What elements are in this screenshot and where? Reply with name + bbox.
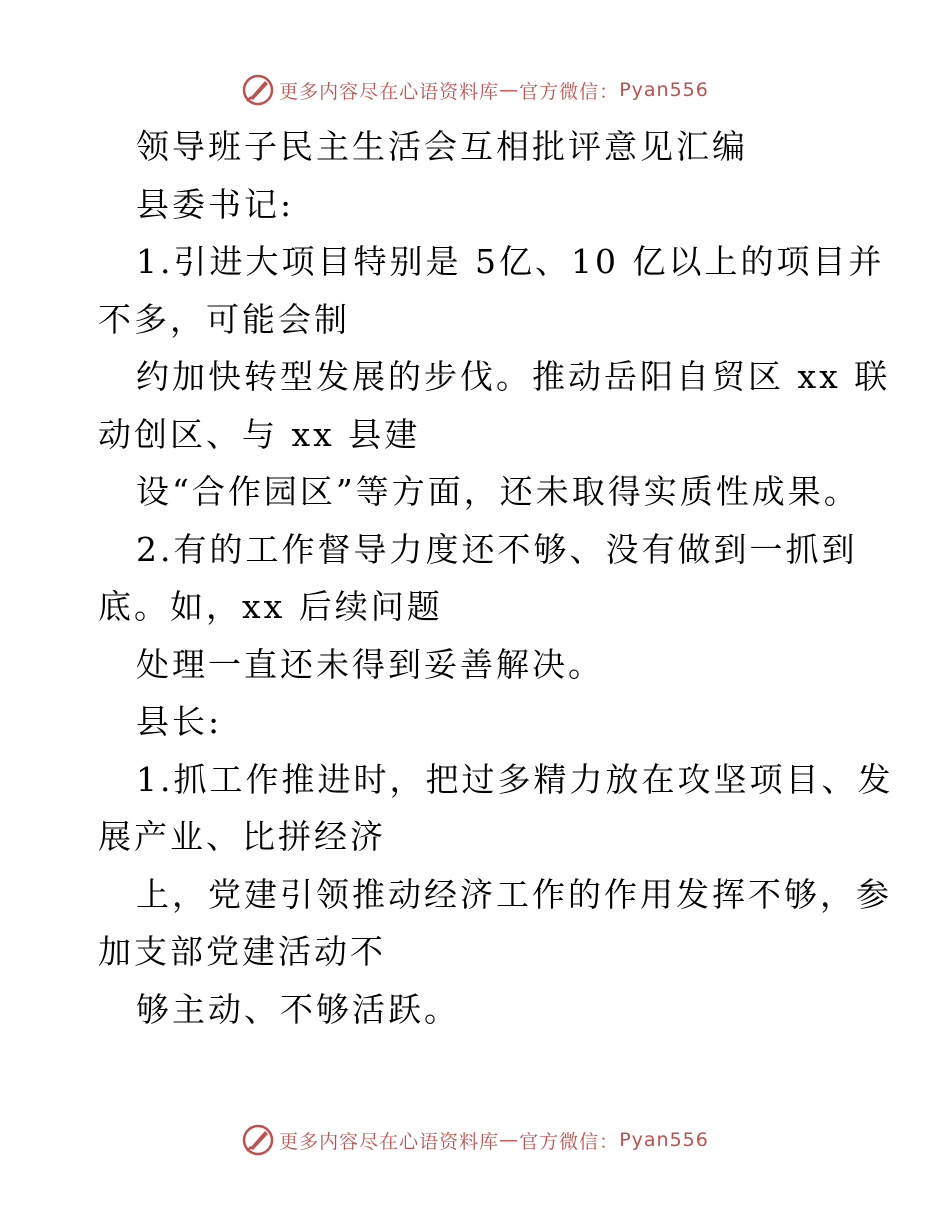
watermark-wechat-label: 官方微信： [519,1130,620,1153]
paragraph-line: 动创区、与 xx 县建 [98,414,421,454]
paragraph-line: 加支部党建活动不 [98,932,386,971]
paragraph-line: 上，党建引领推动经济工作的作用发挥不够，参 [136,874,892,914]
document-body [98,118,894,1038]
paragraph-line: 处理一直还未得到妥善解决。 [136,644,604,684]
section-heading-county-head: 县长: [136,702,223,741]
quill-pen-logo-icon [241,73,275,107]
section-heading-party-secretary: 县委书记: [136,184,295,224]
paragraph-line: 约加快转型发展的步伐。推动岳阳自贸区 xx 联 [136,357,891,396]
paragraph-line: 设“合作园区”等方面，还未取得实质性成果。 [136,472,860,511]
paragraph-line: 1.引进大项目特别是 5亿、10 亿以上的项目并 [136,242,885,281]
watermark-banner-top [0,70,950,110]
watermark-separator: — [499,1129,520,1151]
paragraph-line: 不多，可能会制 [98,299,350,339]
watermark-separator: — [499,79,520,101]
watermark-site-text: 更多内容尽在心语资料库 [279,80,500,103]
paragraph-line: 1.抓工作推进时，把过多精力放在攻坚项目、发 [136,759,894,799]
paragraph-line: 够主动、不够活跃。 [136,989,460,1029]
watermark-wechat-label: 官方微信： [519,80,620,103]
watermark-wechat-id: Pyan556 [619,1129,709,1151]
document-title: 领导班子民主生活会互相批评意见汇编 [136,127,748,166]
watermark-wechat-id: Pyan556 [619,79,709,101]
quill-pen-logo-icon [241,1123,275,1157]
paragraph-line: 2.有的工作督导力度还不够、没有做到一抓到 [136,529,858,569]
watermark-site-text: 更多内容尽在心语资料库 [279,1130,500,1153]
watermark-banner-bottom [0,1120,950,1160]
paragraph-line: 底。如，xx 后续问题 [98,587,443,626]
paragraph-line: 展产业、比拼经济 [98,817,386,856]
